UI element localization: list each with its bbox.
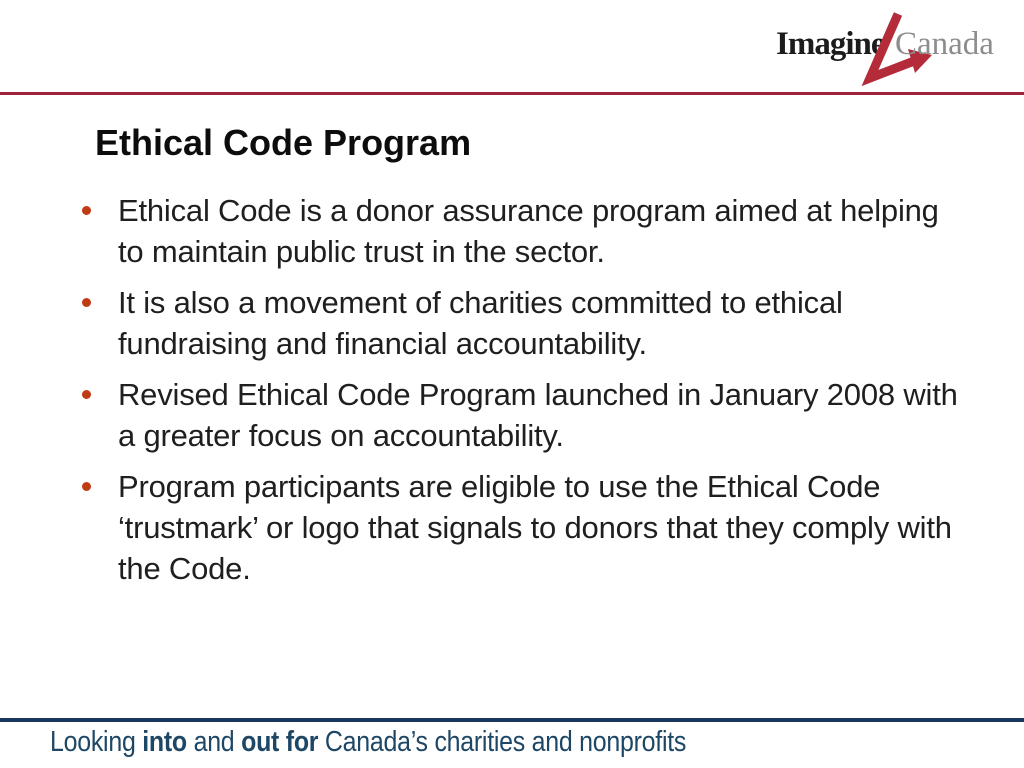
logo-canada-text: Canada — [895, 26, 994, 62]
logo-imagine-text: Imagine — [776, 26, 885, 62]
bullet-item — [82, 190, 966, 272]
footer-seg-4: out for — [241, 726, 319, 758]
bullet-dot-icon — [82, 390, 91, 399]
bullet-text: Revised Ethical Code Program launched in January 2008 with a greater focus on accountability. — [118, 377, 958, 453]
page-title: Ethical Code Program — [95, 122, 472, 163]
bullet-item — [82, 466, 966, 589]
bullet-text: It is also a movement of charities committed to ethical fundraising and financial accountability. — [118, 285, 843, 361]
bullet-item — [82, 374, 966, 456]
bullet-list — [82, 190, 966, 599]
header-rule — [0, 92, 1024, 95]
bullet-dot-icon — [82, 206, 91, 215]
bullet-item — [82, 282, 966, 364]
bullet-text: Ethical Code is a donor assurance program aimed at helping to maintain public trust in the sector. — [118, 193, 939, 269]
footer-tagline — [50, 725, 686, 759]
footer-seg-3: and — [186, 726, 242, 758]
footer-seg-1: Looking — [50, 726, 143, 758]
bullet-dot-icon — [82, 482, 91, 491]
footer-seg-5: Canada’s charities and nonprofits — [318, 726, 687, 758]
footer-seg-2: into — [142, 726, 187, 758]
bullet-dot-icon — [82, 298, 91, 307]
footer-rule — [0, 718, 1024, 722]
bullet-text: Program participants are eligible to use the Ethical Code ‘trustmark’ or logo that signals to donors that they comply with the Code. — [118, 469, 952, 586]
